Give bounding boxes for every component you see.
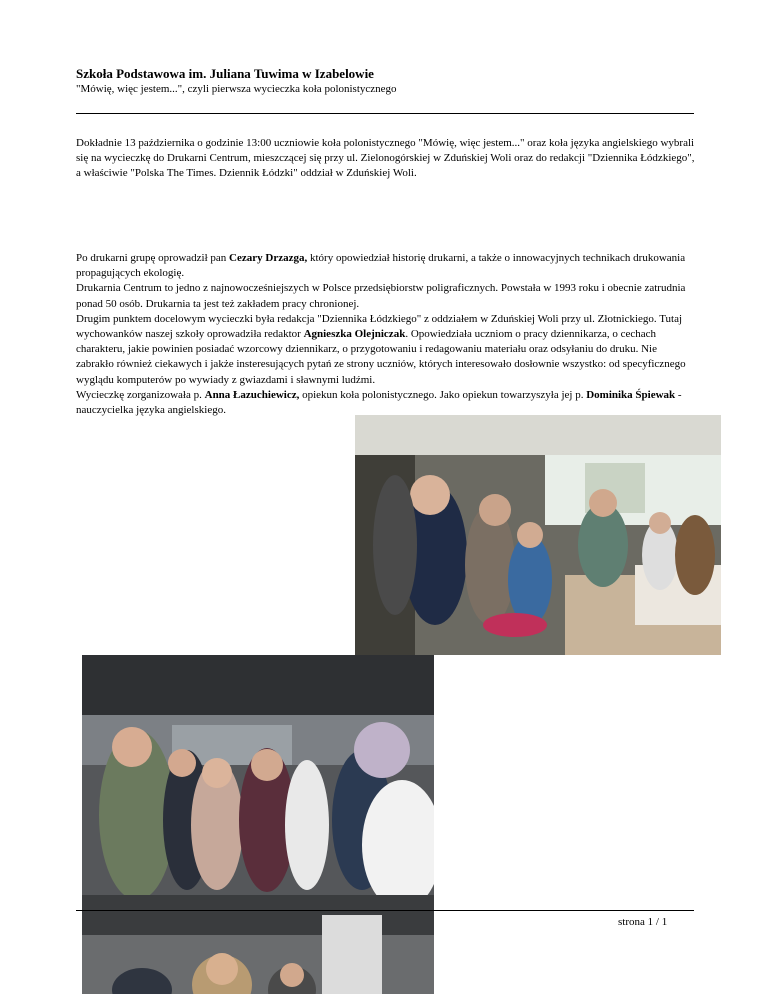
body-text: . Opowiedziała uczniom o pracy dziennikarza, o cechach charakteru, jakie powinien posiadać wzorcowy dziennikarz, o przygotowaniu i redagowaniu materiału oraz odsyłaniu do druku. Nie zabrakło również ciekawych i jakże insteresujących pytań ze strony uczniów, których interesowało dosłownie wszystko: od specyficznego wyglądu komputerów po wywiady z gwiazdami i sławnymi ludźmi. bbox=[76, 328, 686, 386]
document-header bbox=[76, 66, 696, 96]
school-name: Szkoła Podstawowa im. Juliana Tuwima w Izabelowie bbox=[76, 66, 374, 81]
body-line-2: Drukarnia Centrum to jedno z najnowocześniejszych w Polsce przedsiębiorstw poligraficznych. Powstała w 1993 roku i obecnie zatrudnia ponad 50 osób. Drukarnia ta jest też zakładem pracy chronionej. bbox=[76, 282, 686, 310]
body-line-3 bbox=[76, 312, 696, 388]
teacher-name: Dominika Śpiewak bbox=[586, 388, 676, 401]
intro-paragraph: Dokładnie 13 października o godzinie 13:00 uczniowie koła polonistycznego "Mówię, więc jestem..." oraz koła języka angielskiego wybrali się na wycieczkę do Drukarni Centrum, mieszczącej się przy ul. Zielonogórskiej w Zduńskiej Woli oraz do redakcji "Dziennika Łódzkiego", a właściwie "Polska The Times. Dziennik Łódzki" oddział w Zduńskiej Woli. bbox=[76, 137, 695, 180]
top-divider bbox=[76, 113, 694, 114]
bottom-divider bbox=[76, 910, 694, 911]
photo-editorial-office bbox=[355, 415, 721, 655]
page-number: strona 1 / 1 bbox=[618, 916, 668, 928]
organizer-name: Anna Łazuchiewicz, bbox=[204, 388, 300, 401]
body-line-1 bbox=[76, 251, 696, 281]
article-subtitle: "Mówię, więc jestem...", czyli pierwsza wycieczka koła polonistycznego bbox=[76, 83, 397, 95]
guide-name: Cezary Drzazga, bbox=[229, 252, 308, 264]
body-paragraph bbox=[76, 251, 696, 418]
body-text: Wycieczkę zorganizowała p. bbox=[76, 388, 205, 401]
body-text: Drugim punktem docelowym wycieczki była redakcja "Dziennika Łódzkiego" z oddziałem w Zduńskiej Woli przy ul. Złotnickiego. Tutaj wychowanków naszej szkoły oprowadziła redaktor bbox=[76, 312, 683, 341]
body-text: Po drukarni grupę oprowadził pan bbox=[76, 252, 230, 264]
body-text: opiekun koła polonistycznego. Jako opiekun towarzyszyła jej p. bbox=[299, 388, 587, 401]
body-line-4 bbox=[76, 388, 696, 418]
body-text: który opowiedział historię drukarni, a także o innowacyjnych technikach drukowania propagujących ekologię. bbox=[76, 252, 686, 280]
editor-name: Agnieszka Olejniczak bbox=[303, 328, 406, 341]
photo-printing-house bbox=[82, 655, 434, 895]
body-text: - nauczycielka języka angielskiego. bbox=[76, 388, 682, 417]
